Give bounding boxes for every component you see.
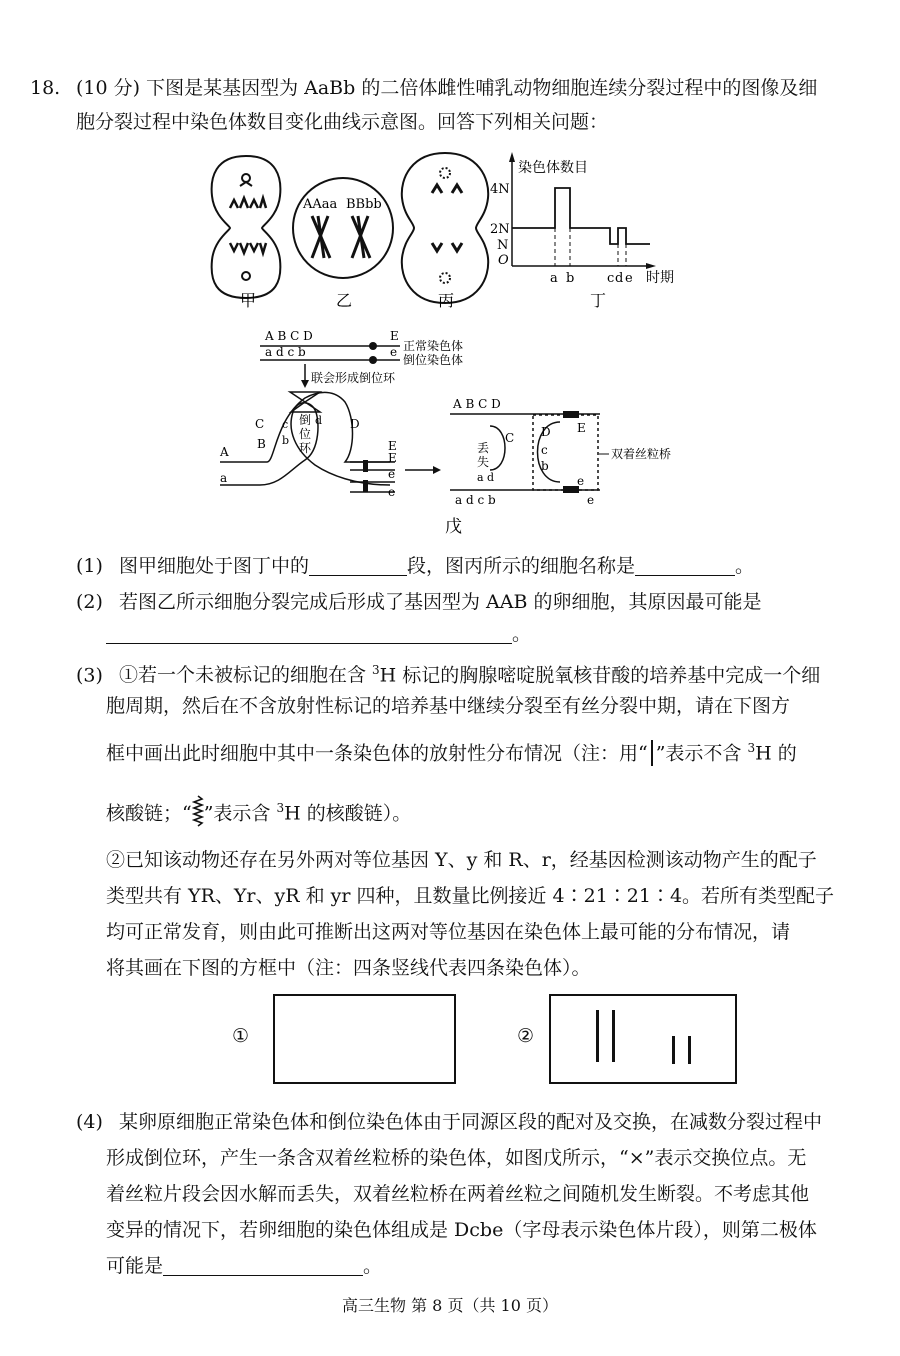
graph-xlabel: 时期: [646, 270, 674, 286]
graph-ylabel: 染色体数目: [518, 160, 588, 176]
q2-number: (2): [76, 591, 103, 613]
loop-letter-b: b: [282, 434, 290, 447]
chromosome-line-1: [596, 1010, 599, 1062]
ytick-origin: O: [498, 253, 509, 268]
figure-wu: [205, 320, 715, 538]
q1-text2: 段，图丙所示的细胞名称是: [406, 555, 635, 577]
q3-p1-l1-sup: 3: [372, 663, 380, 677]
figure-cells-and-graph: [200, 148, 700, 313]
ytick-2n: 2N: [490, 222, 510, 237]
q4-l5b: 。: [363, 1255, 383, 1277]
q4-line1: [76, 1108, 822, 1136]
loop-letter-a: a: [220, 471, 228, 485]
yi-genes-right: BBbb: [346, 197, 382, 212]
bottom-end-label: e: [390, 345, 398, 359]
unlabeled-strand-icon: [651, 740, 653, 766]
chromosome-line-2: [612, 1010, 615, 1062]
q3-p1-l3b: ”表示不含: [655, 742, 748, 765]
graph-ding: [490, 152, 674, 286]
q3-p1-l4a: 核酸链；“: [106, 802, 192, 825]
q2-line1: [76, 588, 761, 616]
cell-bing: [402, 153, 488, 303]
q3-p2-line2: 类型共有 YR、Yr、yR 和 yr 四种，且数量比例接近 4∶21∶21∶4。若所有类型配子: [106, 885, 835, 907]
q3-p1-l4c: H 的核酸链）。: [284, 802, 412, 825]
figure-wu-caption: 戊: [445, 517, 462, 537]
q3-p1-l3-sup: 3: [747, 741, 756, 755]
loop-letter-C: C: [255, 417, 265, 431]
q3-p2-line1: ②已知该动物还存在另外两对等位基因 Y、y 和 R、r，经基因检测该动物产生的配子: [106, 849, 817, 871]
yi-genes-left: AAaa: [303, 197, 338, 212]
lost-text-1: 丢: [477, 441, 490, 455]
q3-p1-l3c: H 的: [755, 742, 797, 765]
q3-p1-l1a: ①若一个未被标记的细胞在含: [118, 664, 373, 687]
q4-blank[interactable]: [163, 1255, 363, 1276]
loop-letter-B: B: [257, 437, 266, 451]
result-letter-e1: e: [577, 474, 585, 488]
q2-line2: [106, 620, 531, 648]
loop-letter-d: d: [315, 414, 323, 427]
q3-p2-line4: 将其画在下图的方框中（注：四条竖线代表四条染色体）。: [106, 957, 591, 979]
label-jia: 甲: [240, 291, 257, 310]
q1-text3: 。: [735, 555, 755, 577]
loop-letter-D: D: [350, 417, 360, 431]
question-intro-line2: 胞分裂过程中染色体数目变化曲线示意图。回答下列相关问题：: [76, 111, 609, 133]
result-letter-d: d: [487, 471, 495, 484]
q3-p1-line4: [106, 794, 411, 829]
normal-chromosome-label: 正常染色体: [403, 339, 464, 353]
result-letter-C: C: [505, 431, 515, 445]
lost-text-2: 失: [477, 455, 490, 469]
loop-letter-e1: e: [388, 467, 396, 481]
page-footer: 高三生物 第 8 页（共 10 页）: [342, 1296, 558, 1315]
result-letter-E: E: [577, 421, 586, 435]
result-letter-b: b: [541, 459, 549, 473]
loop-letter-E1: E: [388, 439, 397, 453]
result-top-seq: A B C D: [453, 397, 501, 411]
synapsis-arrow-label: 联会形成倒位环: [311, 371, 396, 385]
ytick-n: N: [497, 238, 509, 253]
q3-p1-l3a: 框中画出此时细胞中其中一条染色体的放射性分布情况（注：用“: [106, 742, 648, 765]
point-c: c: [607, 271, 615, 286]
box1-label: ①: [232, 1025, 250, 1047]
question-intro-line1: (10 分) 下图是某基因型为 AaBb 的二倍体雌性哺乳动物细胞连续分裂过程中的图像及细: [76, 77, 818, 99]
q4-line3: 着丝粒片段会因水解而丢失，双着丝粒桥在两着丝粒之间随机发生断裂。不考虑其他: [106, 1183, 810, 1205]
result-letter-D: D: [541, 425, 551, 439]
result-letter-a: a: [477, 471, 484, 484]
point-a: a: [550, 271, 558, 286]
cell-jia: [212, 156, 281, 298]
loop-text-2: 位: [299, 427, 312, 441]
label-yi: 乙: [336, 291, 353, 310]
result-letter-e2: e: [587, 493, 595, 507]
q1-number: (1): [76, 555, 103, 577]
q3-p2-line3: 均可正常发育，则由此可推断出这两对等位基因在染色体上最可能的分布情况，请: [106, 921, 791, 943]
q4-l1: 某卵原细胞正常染色体和倒位染色体由于同源区段的配对及交换，在减数分裂过程中: [118, 1111, 822, 1133]
loop-text-1: 倒: [299, 413, 312, 427]
bridge-label: 双着丝粒桥: [611, 447, 672, 461]
top-seq: A B C D: [265, 329, 313, 343]
loop-letter-e2: e: [388, 485, 396, 499]
drawing-box-1[interactable]: [273, 994, 456, 1084]
q4-line2: 形成倒位环，产生一条含双着丝粒桥的染色体，如图戊所示，“×”表示交换位点。无: [106, 1147, 807, 1169]
drawing-box-2[interactable]: [549, 994, 737, 1084]
q2-blank[interactable]: [106, 623, 512, 644]
q4-l5a: 可能是: [106, 1255, 164, 1277]
chromosome-line-3: [672, 1036, 675, 1064]
q3-p1-l4b: ”表示含: [203, 802, 277, 825]
q3-p1-l4-sup: 3: [276, 801, 285, 815]
point-e: e: [625, 271, 633, 286]
point-d: d: [615, 271, 624, 286]
loop-text-3: 环: [299, 441, 312, 455]
top-end-label: E: [390, 329, 399, 343]
q2-text2: 。: [512, 623, 532, 645]
result-letter-c: c: [541, 443, 548, 457]
bottom-seq: a d c b: [265, 345, 306, 359]
q3-p1-line2: 胞周期，然后在不含放射性标记的培养基中继续分裂至有丝分裂中期，请在下图方: [106, 695, 791, 717]
loop-letter-A: A: [220, 445, 229, 459]
inverted-chromosome-label: 倒位染色体: [403, 353, 464, 367]
labeled-strand-icon: [192, 795, 204, 829]
question-number: 18.: [30, 77, 61, 99]
ytick-4n: 4N: [490, 182, 510, 197]
label-ding: 丁: [590, 291, 607, 310]
q3-p1-line1: [76, 656, 820, 689]
q2-text1: 若图乙所示细胞分裂完成后形成了基因型为 AAB 的卵细胞，其原因最可能是: [118, 591, 762, 613]
q4-line4: 变异的情况下，若卵细胞的染色体组成是 Dcbe（字母表示染色体片段），则第二极体: [106, 1219, 817, 1241]
q1-blank1[interactable]: [309, 555, 407, 576]
q1-text1: 图甲细胞处于图丁中的: [118, 555, 309, 577]
result-bottom-seq: a d c b: [455, 493, 496, 507]
loop-letter-E2: E: [388, 451, 397, 465]
q3-p1-line3: [106, 734, 797, 767]
point-b: b: [566, 271, 575, 286]
cell-yi: [293, 178, 393, 278]
loop-letter-c: c: [282, 418, 289, 431]
q1-blank2[interactable]: [635, 555, 735, 576]
box2-label: ②: [517, 1025, 535, 1047]
q4-number: (4): [76, 1111, 103, 1133]
q3-p1-l1b: H 标记的胸腺嘧啶脱氧核苷酸的培养基中完成一个细: [379, 664, 821, 687]
q3-number: (3): [76, 664, 103, 687]
chromosome-line-4: [688, 1036, 691, 1064]
q4-line5: [106, 1252, 382, 1280]
q1-line: [76, 552, 754, 580]
label-bing: 丙: [438, 291, 455, 310]
